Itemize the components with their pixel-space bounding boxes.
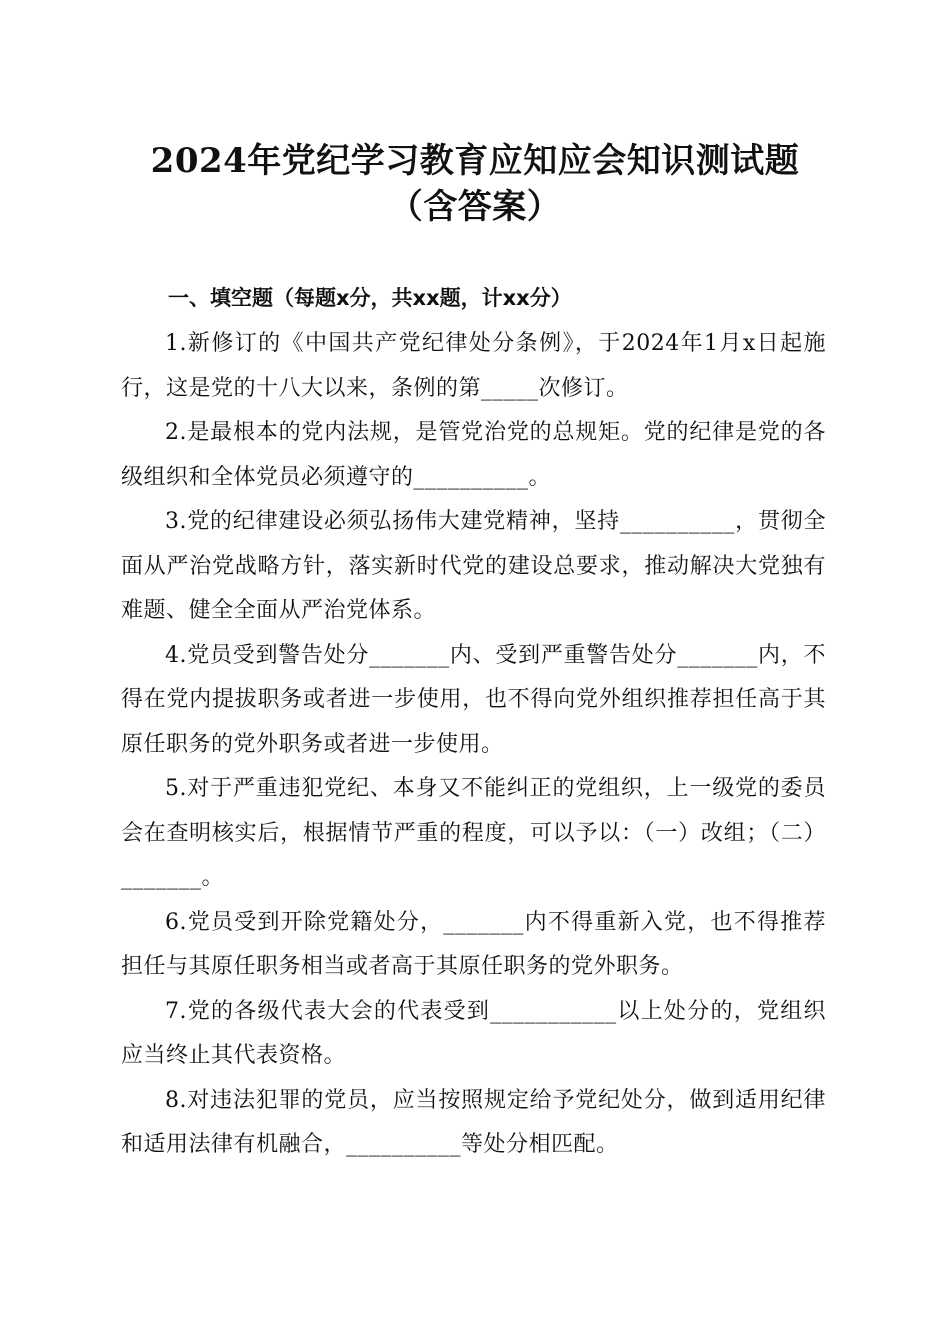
question-1	[121, 322, 826, 411]
question-7	[121, 990, 826, 1079]
question-text: 党员受到开除党籍处分，	[187, 909, 444, 935]
question-text: 党的纪律建设必须弘扬伟大建党精神，坚持	[187, 509, 620, 534]
answer-blank: _______	[369, 642, 450, 668]
question-text: 对违法犯罪的党员，应当按照规定给予党纪处分，做到适用纪律和适用法律有机融合，	[121, 1087, 826, 1157]
question-text: 是最根本的党内法规，是管党治党的总规矩。党的纪律是党的各级组织和全体党员必须遵守的	[121, 420, 826, 490]
question-5	[121, 767, 826, 901]
answer-blank: __________	[413, 464, 529, 490]
document-subtitle: （含答案）	[388, 187, 562, 227]
question-text: 等处分相匹配。	[461, 1132, 619, 1157]
document-title: 2024年党纪学习教育应知应会知识测试题	[150, 141, 800, 181]
question-text: 党的各级代表大会的代表受到	[187, 998, 491, 1024]
question-text: 内，不得在党内提拔职务或者进一步使用，也不得向党外组织推荐担任高于其原任职务的党外职务或者进一步使用。	[121, 642, 826, 757]
question-list	[121, 322, 826, 1168]
question-number: 6.	[165, 909, 187, 935]
section-heading: 一、填空题（每题x分，共xx题，计xx分）	[168, 286, 572, 310]
question-number: 3.	[165, 509, 187, 534]
answer-blank: _______	[677, 642, 758, 668]
question-text: 新修订的《中国共产党纪律处分条例》，于2024年1月x日起施行，这是党的十八大以来，条例的第	[121, 331, 826, 401]
question-text: 。	[201, 865, 225, 890]
question-4	[121, 634, 826, 768]
question-text: 党员受到警告处分	[187, 642, 370, 668]
question-text: 次修订。	[538, 375, 629, 401]
question-text: 内不得重新入党，也不得推荐担任与其原任职务相当或者高于其原任职务的党外职务。	[121, 909, 826, 979]
answer-blank: _______	[443, 909, 524, 935]
question-number: 2.	[165, 420, 187, 445]
answer-blank: __________	[346, 1132, 462, 1157]
question-6	[121, 901, 826, 990]
answer-blank: __________	[619, 509, 735, 534]
question-text: ，贯彻全面从严治党战略方针，落实新时代党的建设总要求，推动解决大党独有难题、健全全面从严治党体系。	[121, 509, 826, 623]
question-8	[121, 1079, 826, 1168]
question-number: 4.	[165, 642, 187, 668]
question-number: 5.	[165, 776, 187, 801]
question-text: 内、受到严重警告处分	[449, 642, 678, 668]
question-number: 7.	[165, 998, 187, 1024]
question-3	[121, 500, 826, 634]
question-text: 。	[528, 464, 552, 490]
answer-blank: _______	[121, 865, 202, 890]
answer-blank: _____	[481, 375, 539, 401]
answer-blank: ___________	[490, 998, 617, 1024]
question-text: 以上处分的，党组织应当终止其代表资格。	[121, 998, 826, 1068]
question-number: 1.	[165, 331, 187, 356]
question-2	[121, 411, 826, 500]
question-number: 8.	[165, 1087, 187, 1113]
question-text: 对于严重违犯党纪、本身又不能纠正的党组织，上一级党的委员会在查明核实后，根据情节严重的程度，可以予以：（一）改组；（二）	[121, 776, 826, 846]
